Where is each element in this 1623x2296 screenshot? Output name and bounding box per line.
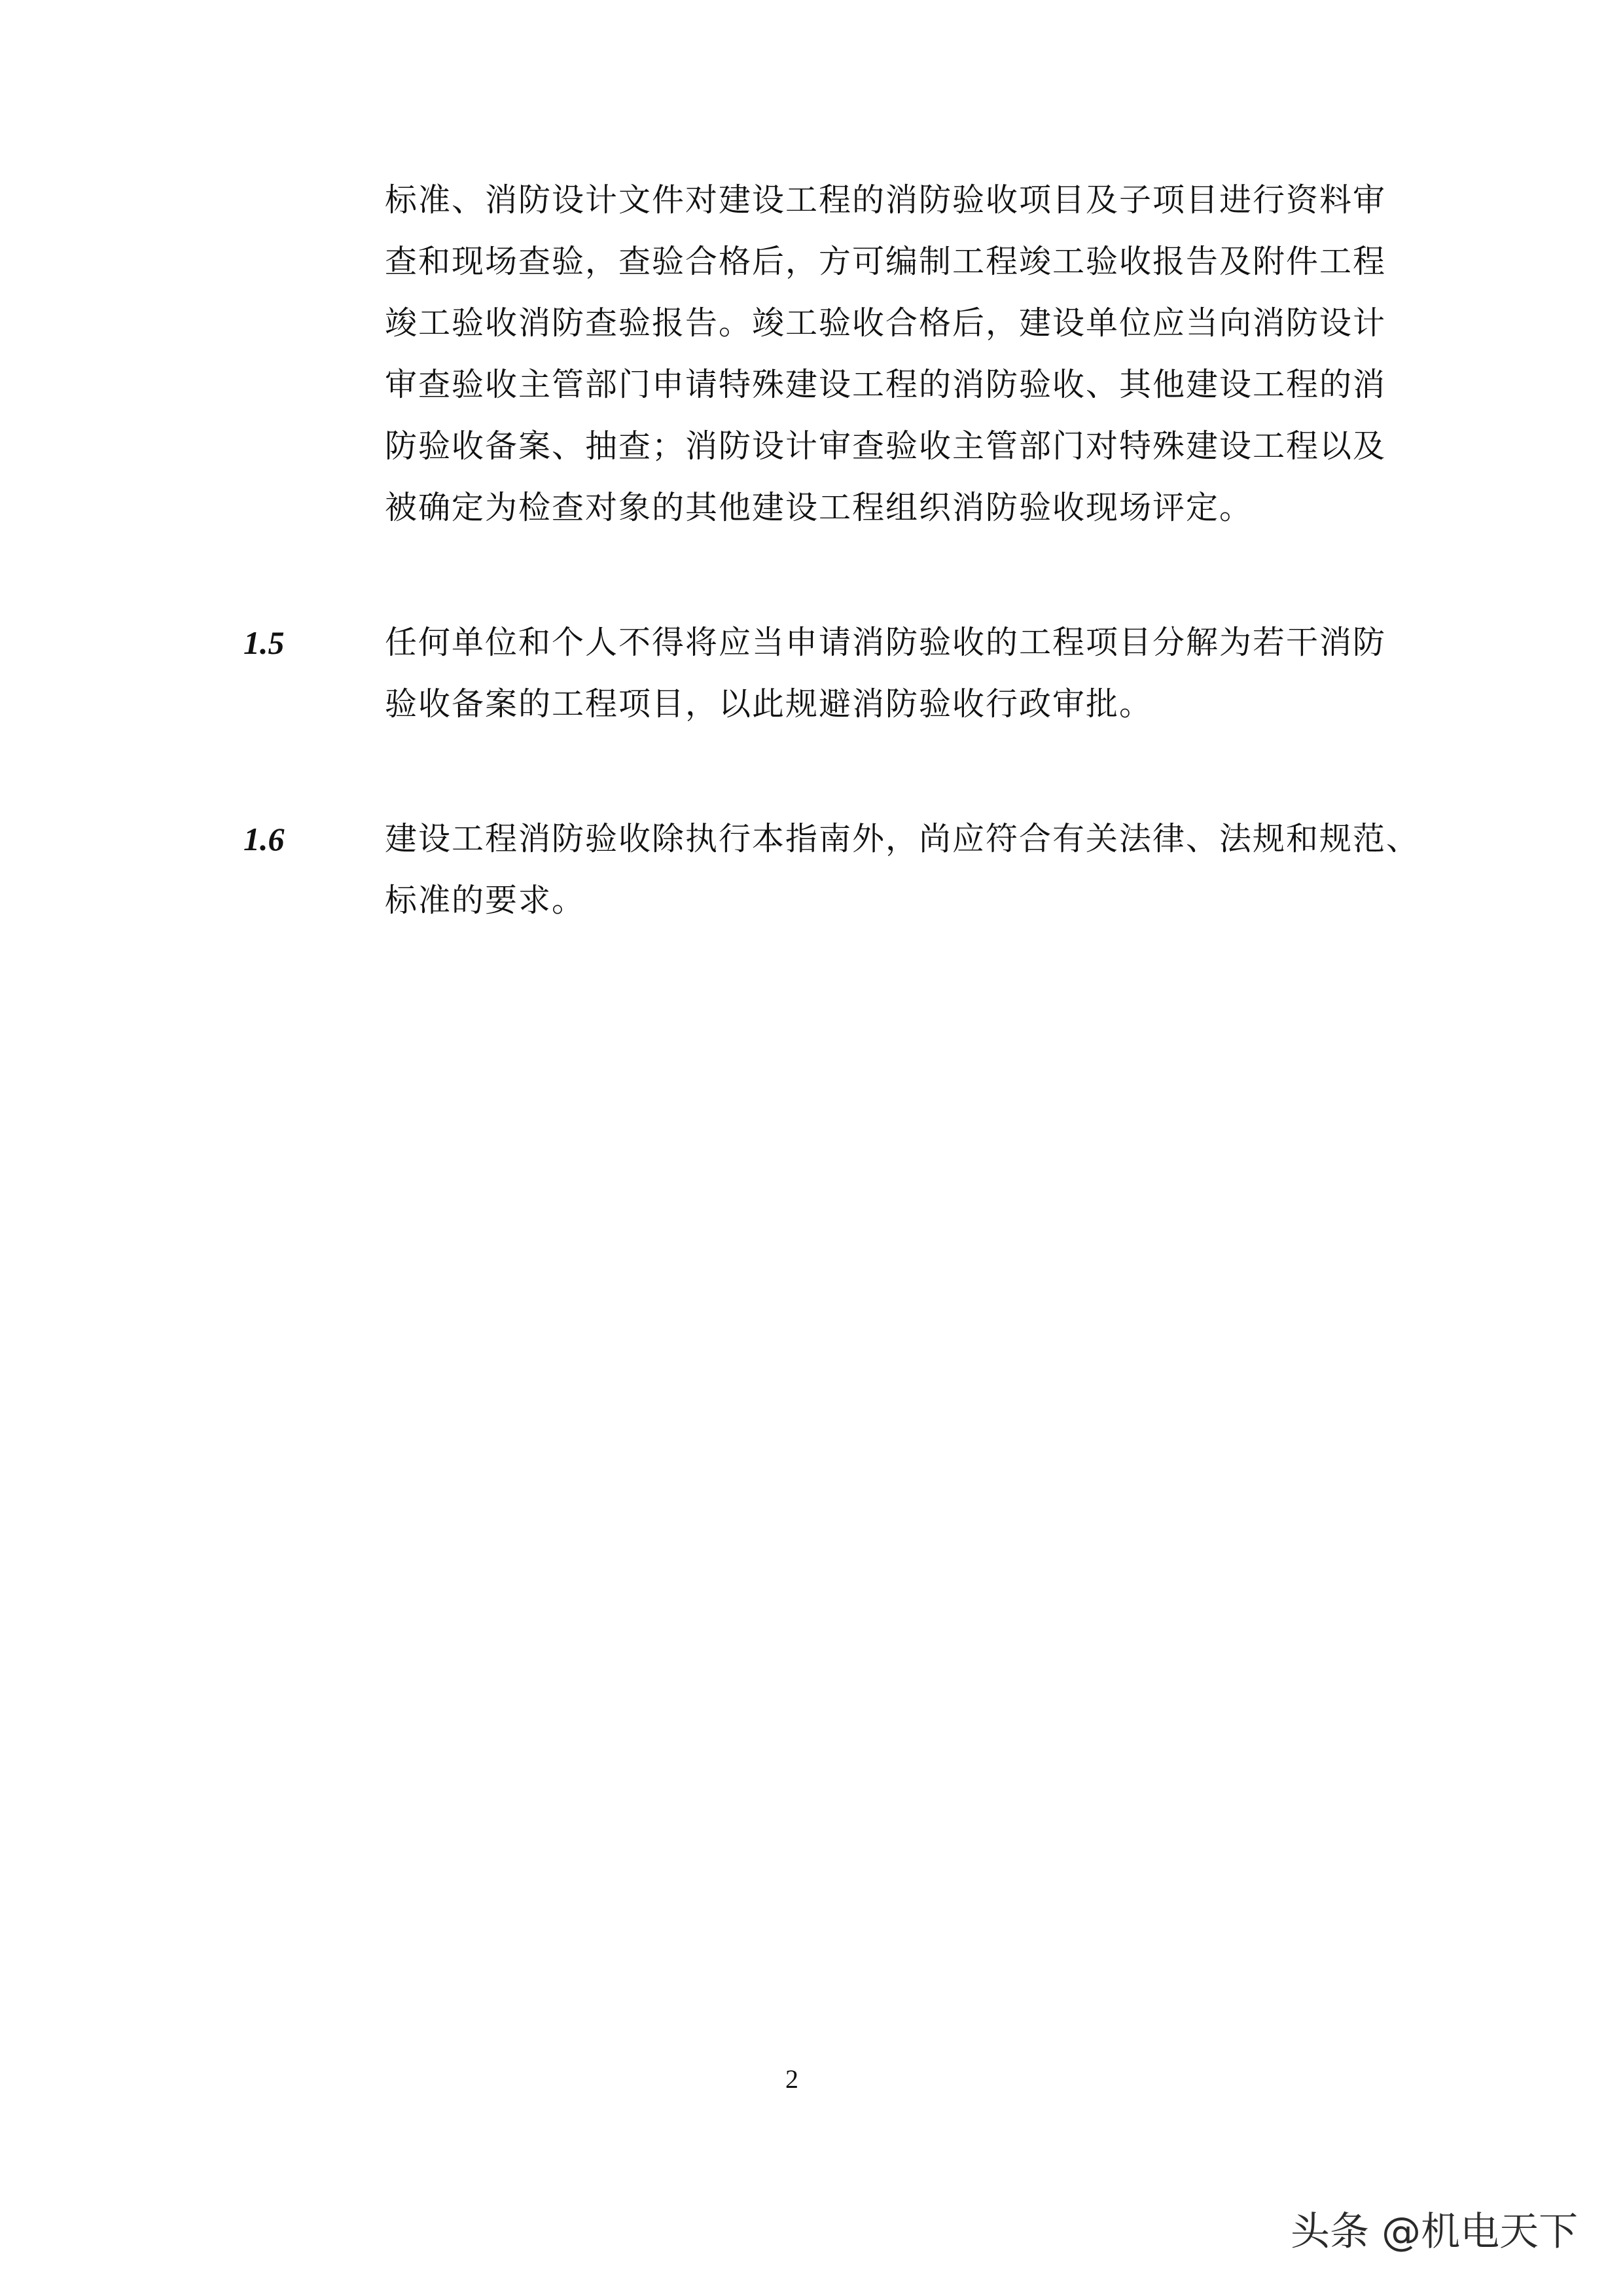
watermark: 头条 @机电天下	[1291, 2209, 1578, 2255]
clause-1-5-line-2: 验收备案的工程项目，以此规避消防验收行政审批。	[385, 685, 1153, 723]
continuation-line-6: 被确定为检查对象的其他建设工程组织消防验收现场评定。	[385, 489, 1253, 526]
clause-number-1-5: 1.5	[243, 624, 285, 661]
page-number: 2	[785, 2064, 798, 2094]
continuation-line-1: 标准、消防设计文件对建设工程的消防验收项目及子项目进行资料审	[385, 181, 1387, 219]
continuation-line-3: 竣工验收消防查验报告。竣工验收合格后，建设单位应当向消防设计	[385, 304, 1387, 342]
clause-1-6-line-2: 标准的要求。	[385, 882, 586, 919]
continuation-line-2: 查和现场查验，查验合格后，方可编制工程竣工验收报告及附件工程	[385, 243, 1387, 280]
clause-1-6-line-1: 建设工程消防验收除执行本指南外，尚应符合有关法律、法规和规范、	[385, 820, 1420, 857]
clause-number-1-6: 1.6	[243, 821, 285, 857]
clause-1-5-line-1: 任何单位和个人不得将应当申请消防验收的工程项目分解为若干消防	[385, 624, 1387, 661]
continuation-line-5: 防验收备案、抽查；消防设计审查验收主管部门对特殊建设工程以及	[385, 427, 1387, 465]
continuation-line-4: 审查验收主管部门申请特殊建设工程的消防验收、其他建设工程的消	[385, 366, 1387, 403]
